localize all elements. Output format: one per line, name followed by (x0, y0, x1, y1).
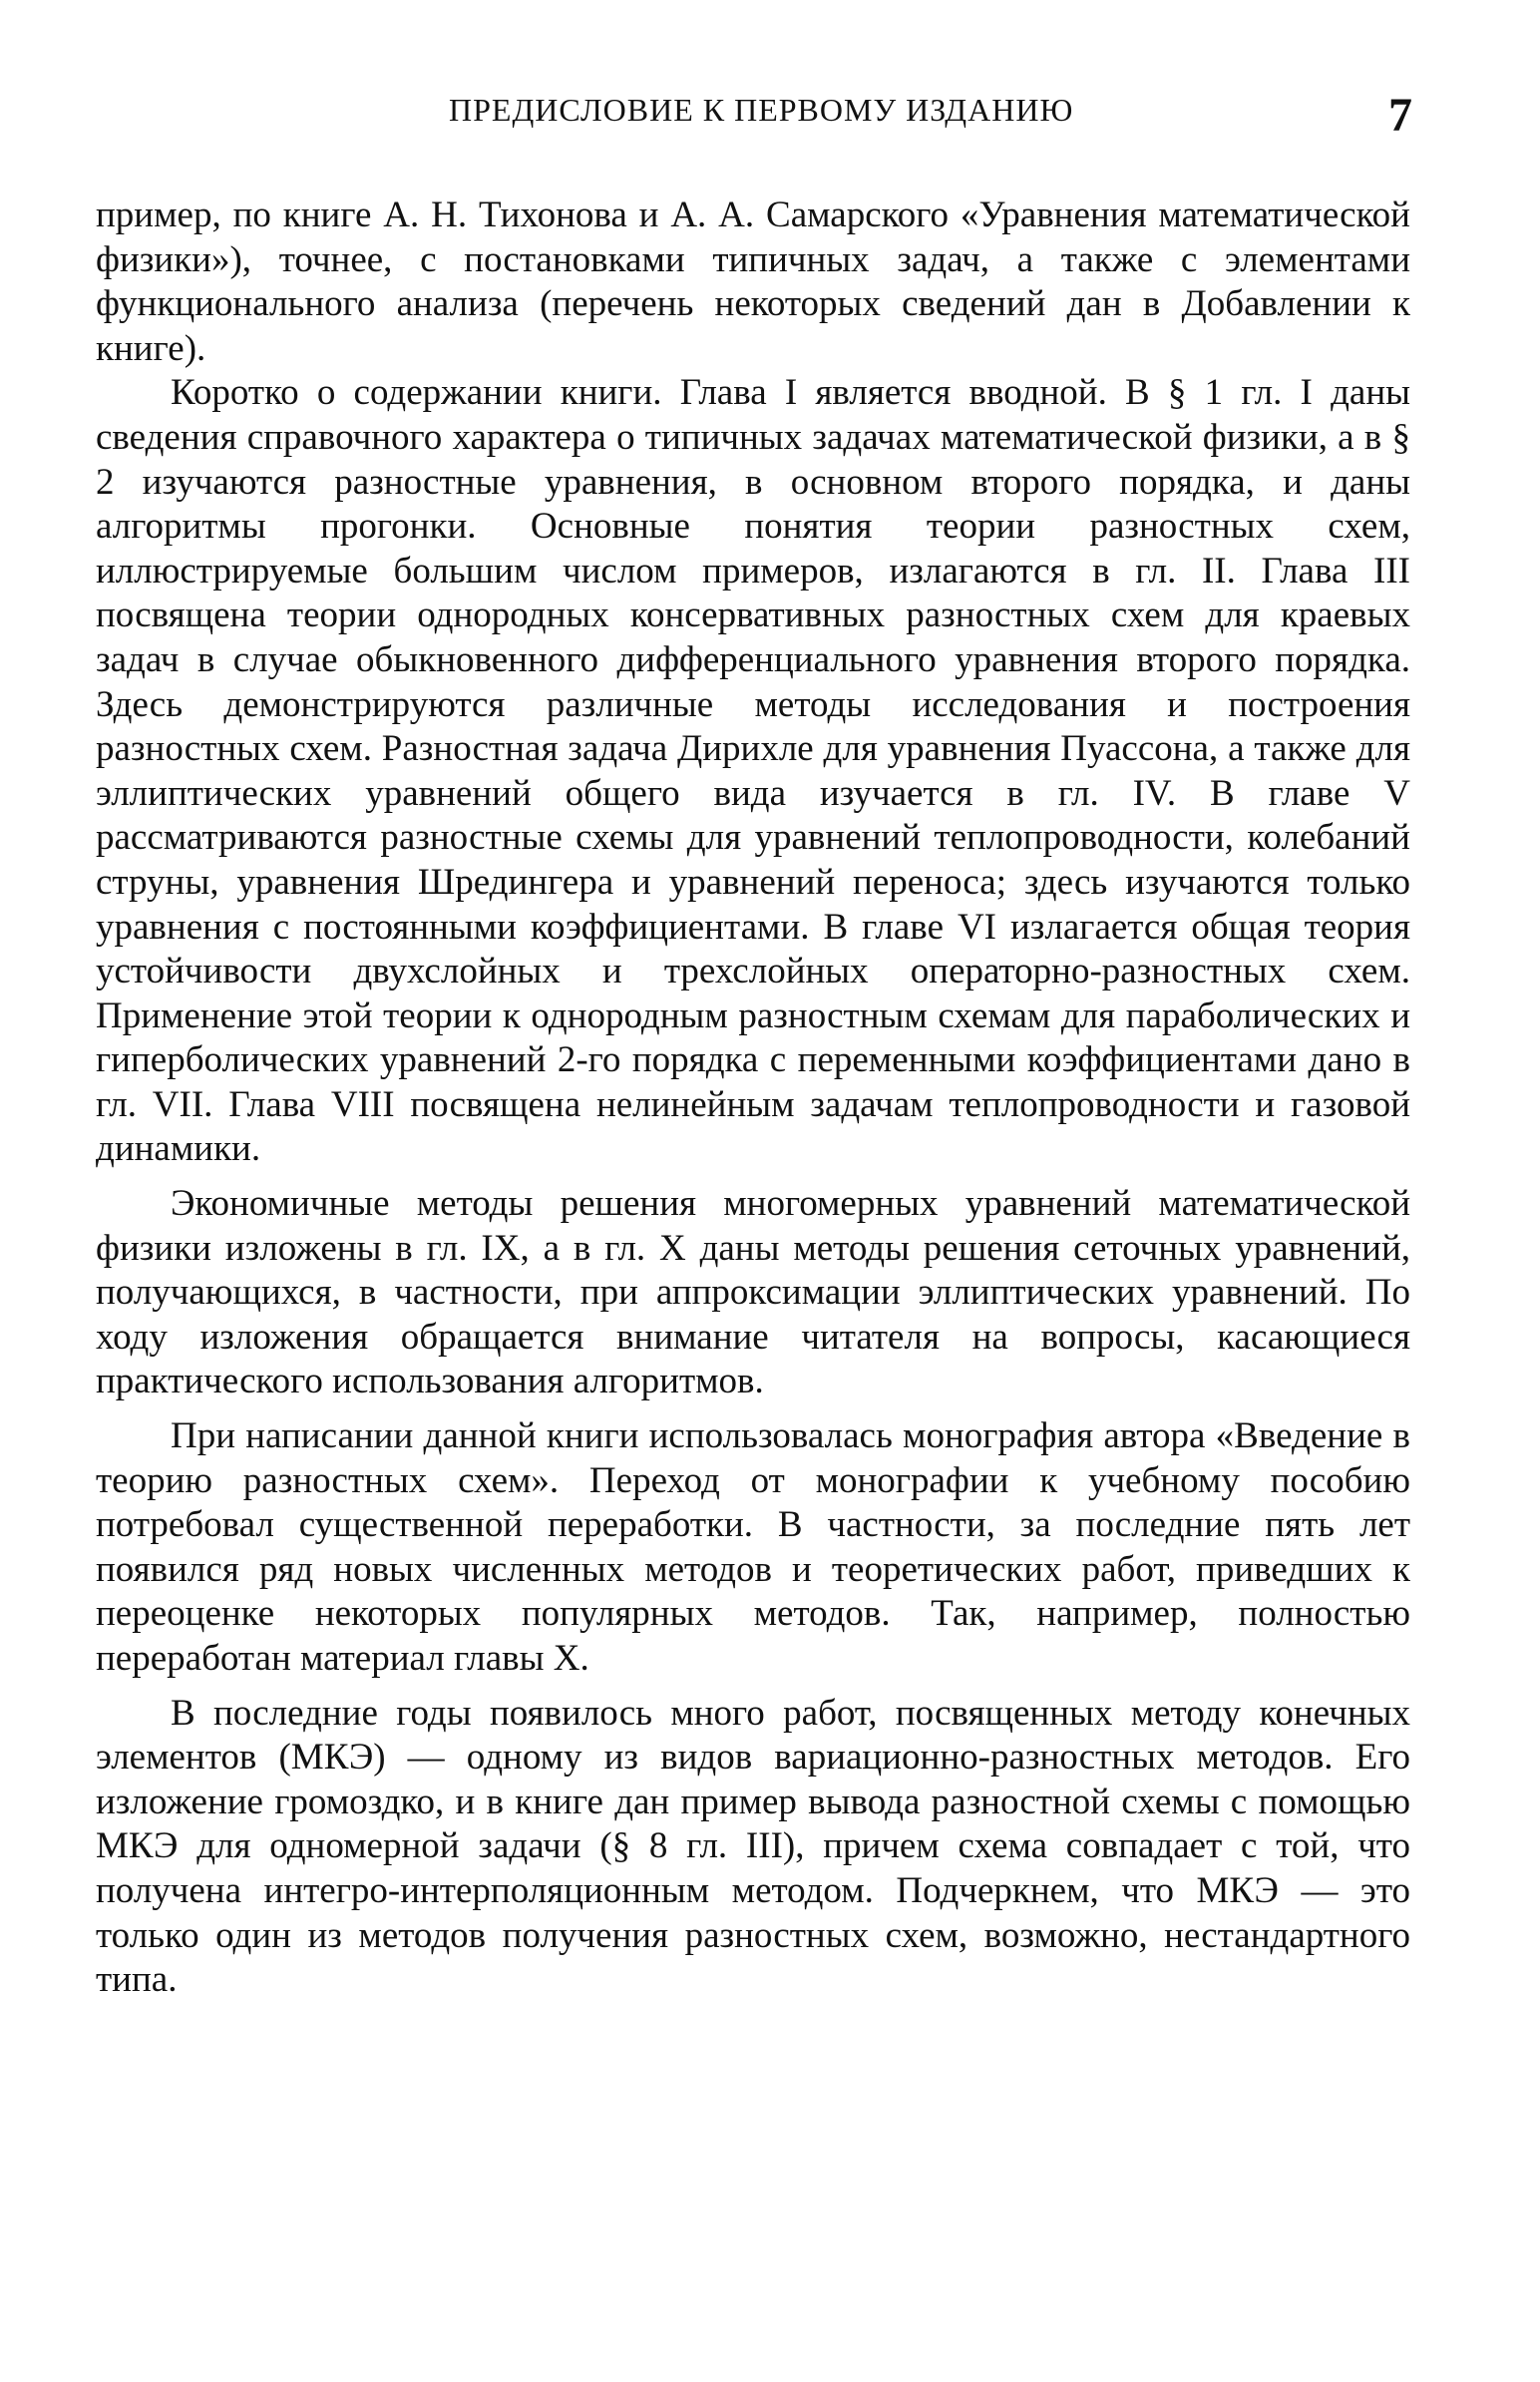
paragraph-fem: В последние годы появилось много работ, посвященных методу конечных элементов (МКЭ) — одному из видов вариационно-разностных методов. Его изложение громоздко, и в книге дан пример вывода разностной схемы с помощью МКЭ для одномерной задачи (§ 8 гл. III), причем схема совпадает с той, что получена интегро-интерполяционным методом. Подчеркнем, что МКЭ — это только один из методов получения разностных схем, возможно, нестандартного типа. (96, 1692, 1410, 2001)
page-number: 7 (1388, 89, 1412, 142)
paragraph-monograph: При написании данной книги использовалась монография автора «Введение в теорию разностных схем». Переход от монографии к учебному пособию потребовал существенной переработки. В частности, за последние пять лет появился ряд новых численных методов и теоретических работ, приведших к переоценке некоторых популярных методов. Так, например, полностью переработан материал главы X. (96, 1415, 1410, 1679)
paragraph-contents-overview: Коротко о содержании книги. Глава I является вводной. В § 1 гл. I даны сведения справочного характера о типичных задачах математической физики, а в § 2 изучаются разностные уравнения, в основном второго порядка, и даны алгоритмы прогонки. Основные понятия теории разностных схем, иллюстрируемые большим числом примеров, излагаются в гл. II. Глава III посвящена теории однородных консервативных разностных схем для краевых задач в случае обыкновенного дифференциального уравнения второго порядка. Здесь демонстрируются различные методы исследования и построения разностных схем. Разностная задача Дирихле для уравнения Пуассона, а также для эллиптических уравнений общего вида изучается в гл. IV. В главе V рассматриваются разностные схемы для уравнений теплопроводности, колебаний струны, уравнения Шредингера и уравнений переноса; здесь изучаются только уравнения с постоянными коэффициентами. В главе VI излагается общая теория устойчивости двухслойных и трехслойных операторно-разностных схем. Применение этой теории к однородным разностным схемам для параболических и гиперболических уравнений 2-го порядка с переменными коэффициентами дано в гл. VII. Глава VIII посвящена нелинейным задачам теплопроводности и газовой динамики. (96, 372, 1410, 1170)
body-text (96, 194, 1410, 2003)
paragraph-continuation: пример, по книге А. Н. Тихонова и А. А. Самарского «Уравнения математической физики»), точнее, с постановками типичных задач, а также с элементами функционального анализа (перечень некоторых сведений дан в Добавлении к книге). (96, 195, 1410, 369)
paragraph-economical-methods: Экономичные методы решения многомерных уравнений математической физики изложены в гл. IX, а в гл. X даны методы решения сеточных уравнений, получающихся, в частности, при аппроксимации эллиптических уравнений. По ходу изложения обращается внимание читателя на вопросы, касающиеся практического использования алгоритмов. (96, 1183, 1410, 1402)
running-head: ПРЕДИСЛОВИЕ К ПЕРВОМУ ИЗДАНИЮ (449, 92, 1074, 128)
